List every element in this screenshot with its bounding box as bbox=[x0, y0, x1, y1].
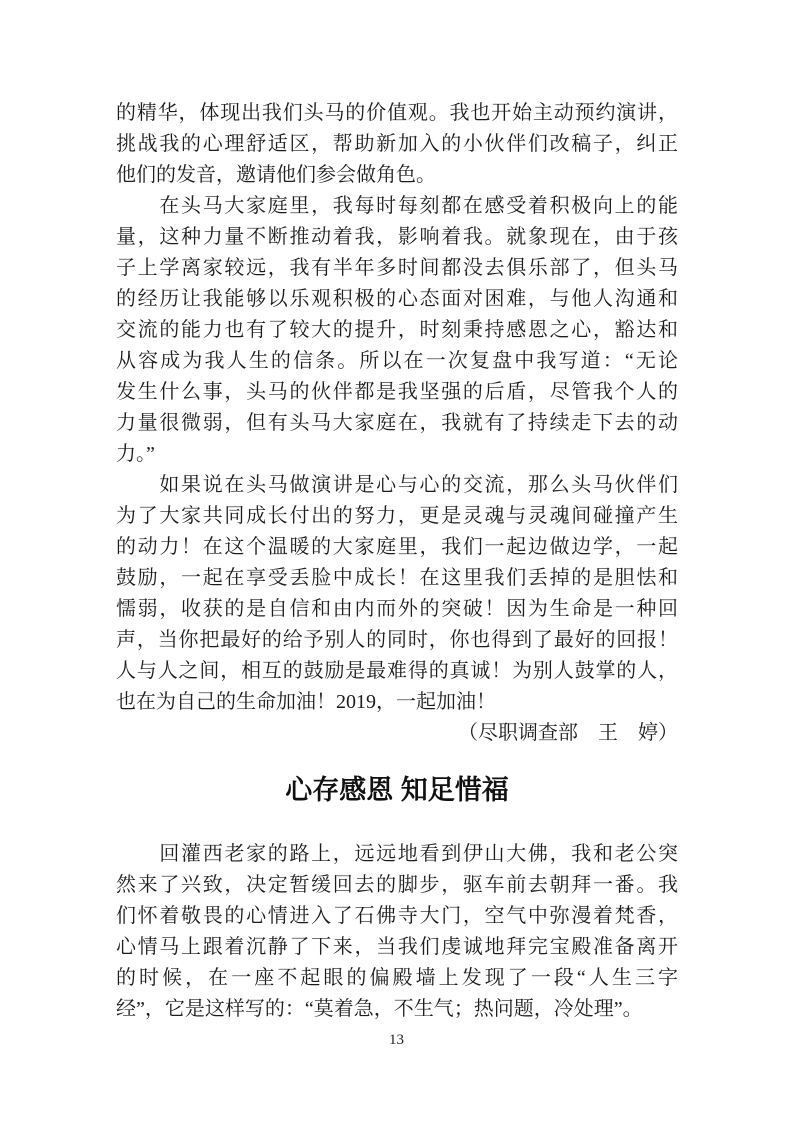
text-line: 的时候，在一座不起眼的偏殿墙上发现了一段“人生三字 bbox=[116, 967, 678, 989]
text-line: 为了大家共同成长付出的努力，更是灵魂与灵魂间碰撞产生 bbox=[116, 505, 678, 527]
text-line: 他们的发音，邀请他们参会做角色。 bbox=[116, 164, 436, 186]
text-line: 力量很微弱，但有头马大家庭在，我就有了持续走下去的动 bbox=[116, 412, 678, 434]
text-line: 挑战我的心理舒适区，帮助新加入的小伙伴们改稿子，纠正 bbox=[116, 133, 678, 155]
text-line: 然来了兴致，决定暂缓回去的脚步，驱车前去朝拜一番。我 bbox=[116, 874, 678, 896]
paragraph bbox=[116, 470, 678, 718]
paragraph bbox=[116, 98, 678, 191]
article-title: 心存感恩 知足惜福 bbox=[285, 775, 509, 805]
text-line: 子上学离家较远，我有半年多时间都没去俱乐部了，但头马 bbox=[116, 257, 678, 279]
text-line: 回灌西老家的路上，远远地看到伊山大佛，我和老公突 bbox=[116, 843, 678, 865]
text-line: 懦弱，收获的是自信和由内而外的突破！因为生命是一种回 bbox=[116, 598, 678, 620]
next-article-body bbox=[116, 839, 678, 1025]
text-line: 心情马上跟着沉静了下来，当我们虔诚地拜完宝殿准备离开 bbox=[116, 936, 678, 958]
paragraph bbox=[116, 839, 678, 1025]
text-line: 量，这种力量不断推动着我，影响着我。就象现在，由于孩 bbox=[116, 226, 678, 248]
paragraph bbox=[116, 191, 678, 470]
author-attribution: （尽职调查部 王 婷） bbox=[458, 722, 678, 744]
text-line: 如果说在头马做演讲是心与心的交流，那么头马伙伴们 bbox=[116, 474, 678, 496]
text-line: 力。” bbox=[116, 443, 155, 465]
text-line: 的经历让我能够以乐观积极的心态面对困难，与他人沟通和 bbox=[116, 288, 678, 310]
text-line: 交流的能力也有了较大的提升，时刻秉持感恩之心，豁达和 bbox=[116, 319, 678, 341]
text-line: 经”，它是这样写的：“莫着急，不生气；热问题，冷处理”。 bbox=[116, 998, 643, 1020]
text-column bbox=[116, 98, 678, 1025]
page-number: 13 bbox=[389, 1032, 404, 1048]
text-line: 也在为自己的生命加油！2019，一起加油！ bbox=[116, 691, 496, 713]
text-line: 在头马大家庭里，我每时每刻都在感受着积极向上的能 bbox=[116, 195, 678, 217]
text-line: 的动力！在这个温暖的大家庭里，我们一起边做边学，一起 bbox=[116, 536, 678, 558]
text-line: 发生什么事，头马的伙伴都是我坚强的后盾，尽管我个人的 bbox=[116, 381, 678, 403]
text-line: 声，当你把最好的给予别人的同时，你也得到了最好的回报！ bbox=[116, 629, 678, 651]
text-line: 的精华，体现出我们头马的价值观。我也开始主动预约演讲， bbox=[116, 102, 678, 124]
text-line: 鼓励，一起在享受丢脸中成长！在这里我们丢掉的是胆怯和 bbox=[116, 567, 678, 589]
text-line: 们怀着敬畏的心情进入了石佛寺大门，空气中弥漫着梵香， bbox=[116, 905, 678, 927]
text-line: 人与人之间，相互的鼓励是最难得的真诚！为别人鼓掌的人， bbox=[116, 660, 678, 682]
previous-article-body bbox=[116, 98, 678, 718]
text-line: 从容成为我人生的信条。所以在一次复盘中我写道：“无论 bbox=[116, 350, 678, 372]
